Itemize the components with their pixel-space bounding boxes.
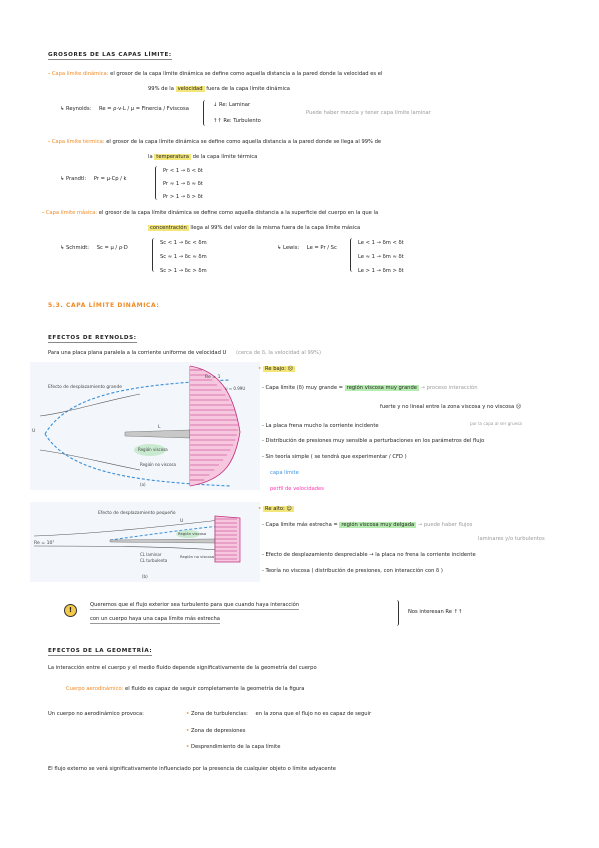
ter-temperatura-highlight: temperatura xyxy=(156,154,189,160)
high-b1: - Capa límite más estrecha = región viscosa muy delgada → puede haber flujos xyxy=(262,522,473,528)
din-label: Capa límite dinámica: xyxy=(51,71,109,77)
prandtl-formula: Pr = μ·Cp / k xyxy=(93,176,127,182)
warning-line1: Queremos que el flujo exterior sea turbulento para que cuando haya interacción xyxy=(90,602,300,608)
geo-item2-text: Zona de depresiones xyxy=(190,728,246,734)
low-b2: - La placa frena mucho la corriente incidente xyxy=(262,423,379,429)
ter-label: Capa límite térmica: xyxy=(51,139,105,145)
mas-text2 xyxy=(148,225,360,232)
din-text2 xyxy=(148,86,290,93)
geo-item1 xyxy=(186,711,371,718)
fig-b-region-v: Región viscosa xyxy=(178,531,207,536)
ter-text2c: de la capa límite térmica xyxy=(192,154,258,160)
le-opt2: Le ≈ 1 → δm ≈ δt xyxy=(358,254,404,260)
section-title-geometria: EFECTOS DE LA GEOMETRÍA: xyxy=(48,648,153,654)
geo-item1a: Zona de turbulencias: xyxy=(190,711,248,717)
fig-a-efecto: Efecto de desplazamiento grande xyxy=(48,385,122,390)
low-b3-text: Distribución de presiones muy sensible a perturbaciones en los parámetros del flujo xyxy=(265,438,485,444)
geo-aero-text: el fluido es capaz de seguir completamente la geometría de la figura xyxy=(125,686,305,692)
intro-note: (cerca de δ, la velocidad al 99%) xyxy=(235,350,322,356)
prandtl-bracket xyxy=(155,166,160,200)
bullet-dash: - xyxy=(42,210,45,216)
bullet-dot: • xyxy=(186,711,190,717)
geo-item3-text: Desprendimiento de la capa límite xyxy=(190,744,281,750)
bullet-dot: • xyxy=(258,506,262,512)
fig-b-region-nv: Región no viscosa xyxy=(180,554,215,559)
warning-bracket xyxy=(394,600,399,626)
fig-b-re: Re = 10⁷ xyxy=(34,541,55,546)
mas-label: Capa límite másica: xyxy=(45,210,98,216)
low-b2-text: La placa frena mucho la corriente incidente xyxy=(265,423,379,429)
fig-b-lam: CL laminar xyxy=(140,552,162,557)
din-text2a: 99% de la xyxy=(148,86,174,92)
sc-opt2: Sc ≈ 1 → δc ≈ δm xyxy=(160,254,207,260)
fig-a-region-nv: Región no viscosa xyxy=(140,462,176,467)
bullet-dash: - xyxy=(48,139,51,145)
high-b2-text: Efecto de desplazamiento despreciable → la placa no frena la corriente incidente xyxy=(265,552,476,558)
lewis-row xyxy=(277,245,337,252)
arrow-icon: ↳ xyxy=(277,245,282,251)
fig-a-region-v: Región viscosa xyxy=(138,447,168,452)
fig-b-caption: (b) xyxy=(142,574,148,579)
low-b2-note: por la capa al ser gruesa xyxy=(470,421,522,426)
reynolds-note: Puede haber mezcla y tener capa límite laminar xyxy=(306,110,431,116)
din-text1: el grosor de la capa límite dinámica se define como aquella distancia a la pared donde la velocidad es el xyxy=(110,71,383,77)
high-b1c: → puede haber flujos xyxy=(417,522,473,528)
sc-opt3: Sc > 1 → δc > δm xyxy=(160,268,207,274)
figure-a-low-re xyxy=(30,362,260,490)
high-re-head: Re alto: ☺ xyxy=(264,506,292,512)
ter-text1: el grosor de la capa límite dinámica se define como aquella distancia a la pared donde se llega al 99% de xyxy=(106,139,382,145)
reynolds-bracket xyxy=(203,100,208,126)
fig-b-efecto: Efecto de desplazamiento pequeño xyxy=(98,511,176,516)
geo-line3: Un cuerpo no aerodinámico provoca: xyxy=(48,711,144,717)
pr-opt1: Pr < 1 → δ < δt xyxy=(163,168,203,174)
ter-text2a: la xyxy=(148,154,153,160)
lewis-label: Lewis: xyxy=(283,245,300,251)
mas-text1: el grosor de la capa límite dinámica se define como aquella distancia a la superficie del cuerpo en la que la xyxy=(98,210,379,216)
geo-item1b: en la zona que el flujo no es capaz de seguir xyxy=(255,711,372,717)
fig-a-l: L xyxy=(158,425,161,430)
high-b3: - Teoría no viscosa ( distribución de presiones, con interacción con δ ) xyxy=(262,568,443,574)
bullet-dot: • xyxy=(258,366,262,372)
din-text2c: fuera de la capa límite dinámica xyxy=(206,86,290,92)
high-b3-text: Teoría no viscosa ( distribución de presiones, con interacción con δ ) xyxy=(265,568,443,574)
arrow-icon: ↳ xyxy=(60,245,65,251)
low-b1c: → proceso interacción xyxy=(420,385,478,391)
le-opt3: Le > 1 → δm > δt xyxy=(358,268,404,274)
reynolds-intro xyxy=(48,350,321,357)
lewis-bracket xyxy=(350,238,355,272)
fig-a-099: u ≈ 0.99U xyxy=(225,386,246,391)
re-opt-turbulento: ↑↑ Re: Turbulento xyxy=(213,118,261,124)
fig-b-turb: CL turbulenta xyxy=(140,558,168,563)
pr-opt2: Pr ≈ 1 → δ ≈ δt xyxy=(163,181,203,187)
section-title-capa-dinamica: 5.3. CAPA LÍMITE DINÁMICA: xyxy=(48,302,160,309)
reynolds-label: Reynolds: xyxy=(66,106,92,112)
prandtl-label: Prandtl: xyxy=(66,176,87,182)
low-b4-text: Sin teoría simple ( se tendrá que experimentar / CFD ) xyxy=(265,454,407,460)
low-b3: - Distribución de presiones muy sensible a perturbaciones en los parámetros del flujo xyxy=(262,438,485,444)
prandtl-row xyxy=(60,176,127,183)
geo-line1: La interacción entre el cuerpo y el medio fluido depende significativamente de la geometría del cuerpo xyxy=(48,665,317,671)
low-b1: - Capa límite (δ) muy grande = región viscosa muy grande → proceso interacción xyxy=(262,385,478,391)
reynolds-row xyxy=(60,106,189,113)
geo-line2 xyxy=(66,686,304,693)
low-b1b-highlight: región viscosa muy grande xyxy=(346,385,417,391)
ter-paragraph xyxy=(48,139,381,146)
ter-text2 xyxy=(148,154,257,161)
low-re-heading xyxy=(258,366,295,373)
warning-line2: con un cuerpo haya una capa límite más estrecha xyxy=(90,616,220,622)
mas-concentracion-highlight: concentración xyxy=(150,225,187,231)
low-b1a: Capa límite (δ) muy grande = xyxy=(265,385,344,391)
fig-b-u: U xyxy=(180,519,184,524)
mas-paragraph xyxy=(42,210,378,217)
le-opt1: Le < 1 → δm < δt xyxy=(358,240,404,246)
high-b1b-highlight: región viscosa muy delgada xyxy=(341,522,415,528)
geo-item2 xyxy=(186,728,245,735)
warning-icon: ! xyxy=(64,604,77,617)
bullet-dash: - xyxy=(48,71,51,77)
geo-aero-label: Cuerpo aerodinámico: xyxy=(66,686,124,692)
lewis-formula: Le = Pr / Sc xyxy=(306,245,337,251)
legend-capa-limite: capa límite xyxy=(270,470,299,476)
low-b1d: fuerte y no lineal entre la zona viscosa y no viscosa ☹ xyxy=(380,404,522,410)
legend-perfil-velocidades: perfil de velocidades xyxy=(270,486,324,492)
schmidt-label: Schmidt: xyxy=(66,245,90,251)
intro-text: Para una placa plana paralela a la corriente uniforme de velocidad U xyxy=(48,350,227,356)
high-re-heading xyxy=(258,506,294,513)
geo-line4: El flujo externo se verá significativamente influenciado por la presencia de cualquier objeto o límite adyacente xyxy=(48,766,336,772)
section-title-reynolds: EFECTOS DE REYNOLDS: xyxy=(48,335,137,341)
low-b4: - Sin teoría simple ( se tendrá que experimentar / CFD ) xyxy=(262,454,407,460)
arrow-icon: ↳ xyxy=(60,176,65,182)
din-velocidad-highlight: velocidad xyxy=(177,86,203,92)
schmidt-formula: Sc = μ / ρ·D xyxy=(96,245,128,251)
din-paragraph xyxy=(48,71,382,78)
high-b1a: Capa límite más estrecha = xyxy=(265,522,338,528)
bullet-dot: • xyxy=(186,728,190,734)
fig-a-re: Re = 1 xyxy=(205,375,221,380)
arrow-icon: ↳ xyxy=(60,106,65,112)
schmidt-bracket xyxy=(152,238,157,272)
geo-item3 xyxy=(186,744,280,751)
low-re-head: Re bajo: ☹ xyxy=(264,366,294,372)
high-b2: - Efecto de desplazamiento despreciable → la placa no frena la corriente incidente xyxy=(262,552,476,558)
section-title-grosores: GROSORES DE LAS CAPAS LÍMITE: xyxy=(48,52,172,58)
sc-opt1: Sc < 1 → δc < δm xyxy=(160,240,207,246)
high-b1d: laminares y/o turbulentos xyxy=(478,536,545,542)
fig-a-u: U xyxy=(32,429,36,434)
bullet-dot: • xyxy=(186,744,190,750)
figure-b-high-re xyxy=(30,502,260,582)
fig-a-caption: (a) xyxy=(140,482,146,487)
re-opt-laminar: ↓ Re: Laminar xyxy=(213,102,251,108)
mas-text2b: llega al 99% del valor de la misma fuera de la capa límite másica xyxy=(190,225,361,231)
schmidt-row xyxy=(60,245,128,252)
pr-opt3: Pr > 1 → δ > δt xyxy=(163,194,203,200)
warning-note: Nos interesan Re ↑↑ xyxy=(408,609,463,615)
reynolds-formula: Re = ρ·v·L / μ = Finercia / Fviscosa xyxy=(98,106,189,112)
